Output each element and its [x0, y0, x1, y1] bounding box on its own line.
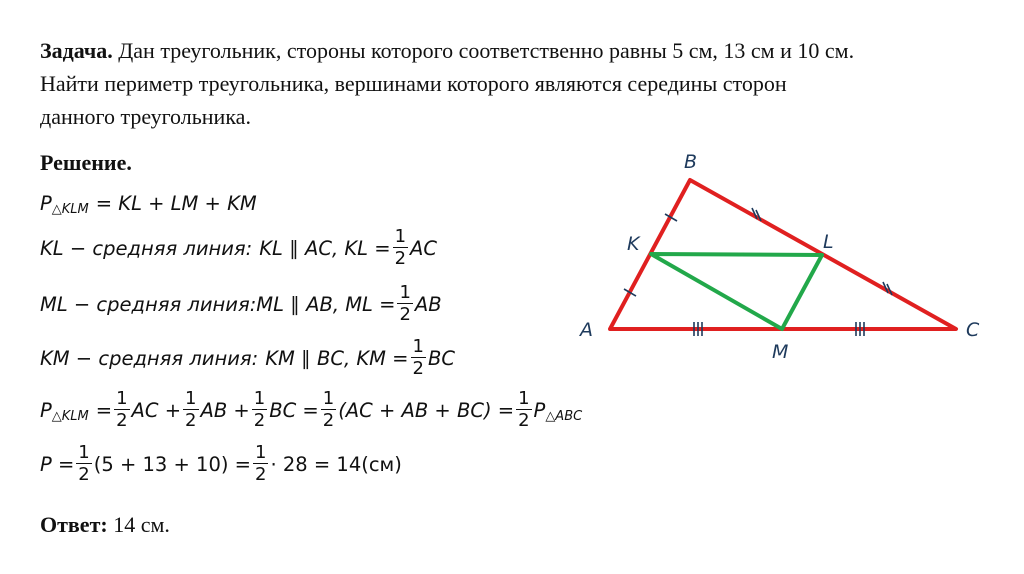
midline-ml-side: AB	[414, 292, 442, 316]
midline-kl-side: AC	[410, 236, 437, 260]
vertex-label-c: C	[966, 319, 980, 341]
midline-ml-label: ML − средняя линия:	[40, 292, 257, 316]
midline-km-side: BC	[427, 346, 455, 370]
problem-label: Задача.	[40, 38, 113, 63]
result-value: · 28 = 14(см)	[270, 452, 402, 476]
midline-km-label: KM − средняя линия:	[40, 346, 259, 370]
problem-statement	[40, 34, 1000, 133]
term-bc: BC =	[269, 398, 319, 422]
problem-text-2: Найти периметр треугольника, вершинами которого являются середины сторон	[40, 71, 787, 96]
term-sum: (AC + AB + BC) =	[338, 398, 515, 422]
vertex-label-b: B	[684, 151, 698, 173]
perimeter-subscript: △KLM	[51, 408, 89, 424]
fraction: $\frac{1}{2}$	[518, 388, 530, 431]
perimeter-abc-subscript: △ABC	[545, 408, 583, 424]
perimeter-symbol: P	[40, 398, 52, 422]
vertex-label-l: L	[823, 231, 834, 253]
problem-text-3: данного треугольника.	[40, 104, 251, 129]
perimeter-abc-symbol: P	[533, 398, 546, 422]
answer-label: Ответ:	[40, 512, 108, 537]
solution-line-4	[40, 338, 455, 378]
solution-line-2	[40, 228, 437, 268]
solution-line-5	[40, 390, 582, 430]
fraction: $\frac{1}{2}$	[412, 336, 424, 379]
vertex-label-k: K	[627, 233, 640, 255]
perimeter-subscript: △KLM	[51, 202, 89, 217]
midline-ml-relation: ML ∥ AB, ML =	[256, 292, 396, 316]
answer-value: 14 см.	[107, 512, 170, 537]
perimeter-symbol: P	[40, 192, 52, 215]
fraction: $\frac{1}{2}$	[394, 226, 407, 269]
fraction: $\frac{1}{2}$	[255, 442, 267, 485]
fraction: $\frac{1}{2}$	[322, 388, 335, 431]
fraction: $\frac{1}{2}$	[78, 442, 90, 485]
midline-kl-label: KL − средняя линия:	[40, 236, 253, 260]
fraction: $\frac{1}{2}$	[116, 388, 128, 431]
solution-line-6	[40, 444, 402, 484]
equals-sign: =	[95, 398, 113, 422]
vertex-label-m: M	[772, 341, 789, 363]
solution-line-1	[40, 192, 257, 215]
result-lhs: P =	[40, 452, 75, 476]
triangle-klm	[651, 254, 822, 329]
result-sum: (5 + 13 + 10) =	[93, 452, 252, 476]
midline-kl-relation: KL ∥ AC, KL =	[259, 236, 391, 260]
problem-text-1: Дан треугольник, стороны которого соответственно равны 5 см, 13 см и 10 см.	[112, 38, 855, 63]
solution-header: Решение.	[40, 150, 132, 175]
perimeter-sum: = KL + LM + KM	[95, 192, 257, 215]
solution-line-3	[40, 284, 442, 324]
term-ac: AC +	[131, 398, 182, 422]
vertex-label-a: A	[580, 319, 593, 341]
midline-km-relation: KM ∥ BC, KM =	[265, 346, 409, 370]
fraction: $\frac{1}{2}$	[253, 388, 266, 431]
answer	[40, 512, 170, 538]
term-ab: AB +	[200, 398, 250, 422]
fraction: $\frac{1}{2}$	[399, 282, 411, 325]
triangle-figure	[570, 140, 1010, 380]
fraction: $\frac{1}{2}$	[185, 388, 197, 431]
